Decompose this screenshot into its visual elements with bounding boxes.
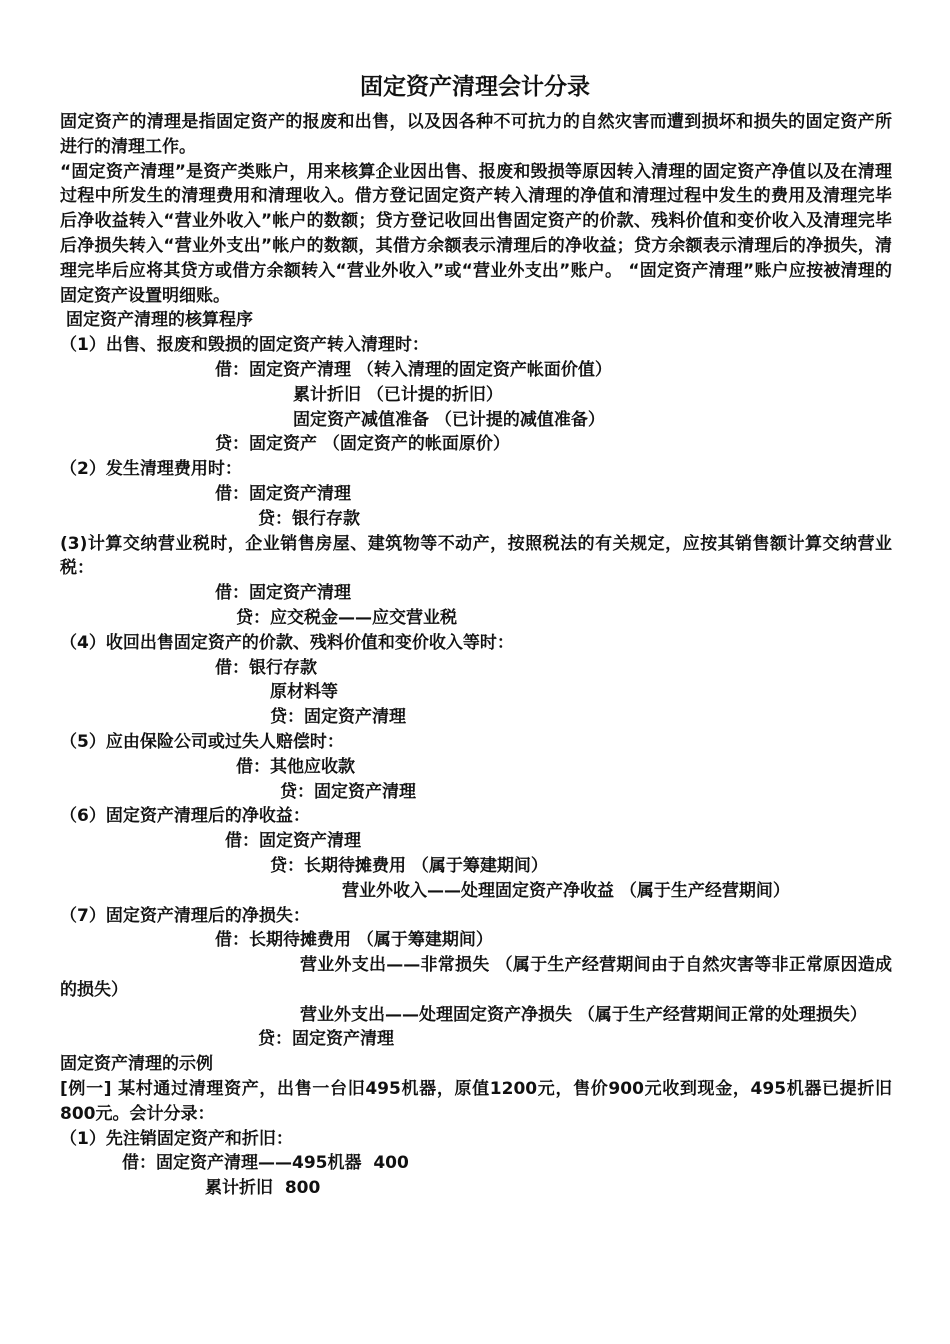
- step7-debit: 借：长期待摊费用 （属于筹建期间）: [215, 930, 493, 951]
- step2-heading: （2）发生清理费用时：: [60, 459, 242, 480]
- step7-debit-sub2: 营业外支出——处理固定资产净损失 （属于生产经营期间正常的处理损失）: [300, 1004, 867, 1025]
- step1-debit-sub2: 固定资产减值准备 （已计提的减值准备）: [293, 409, 605, 430]
- example1-step1-debit-sub1: 累计折旧 800: [205, 1178, 321, 1199]
- step5-debit: 借：其他应收款: [236, 756, 355, 777]
- example-heading: 固定资产清理的示例: [60, 1054, 213, 1075]
- step3-debit: 借：固定资产清理: [215, 583, 351, 604]
- step6-debit: 借：固定资产清理: [225, 831, 361, 852]
- step1-heading: （1）出售、报废和毁损的固定资产转入清理时：: [60, 335, 429, 356]
- paragraph-account-description: “固定资产清理”是资产类账户，用来核算企业因出售、报废和毁损等原因转入清理的固定资产净值以及在清理过程中所发生的清理费用和清理收入。借方登记固定资产转入清理的净值和清理过程中发生的费用及清理完毕后净收益转入“营业外收入”帐户的数额；贷方登记收回出售固定资产的价款、残料价值和变价收入及清理完毕后净损失转入“营业外支出”帐户的数额，其借方余额表示清理后的净收益；贷方余额表示清理后的净损失，清理完毕后应将其贷方或借方余额转入“营业外收入”或“营业外支出”账户。 “固定资产清理”账户应按被清理的固定资产设置明细账。: [60, 161, 892, 306]
- step1-debit-sub1: 累计折旧 （已计提的折旧）: [293, 384, 503, 405]
- step6-credit-sub1: 营业外收入——处理固定资产净收益 （属于生产经营期间）: [342, 880, 790, 901]
- step4-debit: 借：银行存款: [215, 657, 317, 678]
- document-body: [60, 110, 892, 1201]
- step7-debit-sub1: 营业外支出——非常损失 （属于生产经营期间由于自然灾害等非正常原因造成的损失）: [60, 955, 892, 1000]
- step6-credit: 贷：长期待摊费用 （属于筹建期间）: [270, 855, 548, 876]
- step3-credit: 贷：应交税金——应交营业税: [236, 607, 457, 628]
- step6-heading: （6）固定资产清理后的净收益：: [60, 806, 310, 827]
- step4-debit-sub1: 原材料等: [270, 682, 338, 703]
- step7-heading: （7）固定资产清理后的净损失：: [60, 905, 310, 926]
- step4-credit: 贷：固定资产清理: [270, 707, 406, 728]
- document-title: 固定资产清理会计分录: [360, 74, 590, 100]
- step2-debit: 借：固定资产清理: [215, 483, 351, 504]
- step1-debit: 借：固定资产清理 （转入清理的固定资产帐面价值）: [215, 359, 612, 380]
- procedure-heading: 固定资产清理的核算程序: [66, 310, 253, 331]
- step7-credit: 贷：固定资产清理: [258, 1029, 394, 1050]
- paragraph-definition: 固定资产的清理是指固定资产的报废和出售，以及因各种不可抗力的自然灾害而遭到损坏和损失的固定资产所进行的清理工作。: [60, 112, 892, 157]
- step3-heading: (3)计算交纳营业税时，企业销售房屋、建筑物等不动产，按照税法的有关规定，应按其销售额计算交纳营业税：: [60, 533, 892, 579]
- step5-heading: （5）应由保险公司或过失人赔偿时：: [60, 731, 344, 752]
- step2-credit: 贷：银行存款: [258, 508, 360, 529]
- step5-credit: 贷：固定资产清理: [280, 781, 416, 802]
- step1-credit: 贷：固定资产 （固定资产的帐面原价）: [215, 434, 510, 455]
- example1-step1-heading: （1）先注销固定资产和折旧：: [60, 1128, 293, 1149]
- step4-heading: （4）收回出售固定资产的价款、残料价值和变价收入等时：: [60, 632, 514, 653]
- example1-text: [例一] 某村通过清理资产，出售一台旧495机器，原值1200元，售价900元收到现金，495机器已提折旧800元。会计分录：: [60, 1079, 892, 1124]
- example1-step1-debit: 借：固定资产清理——495机器 400: [122, 1153, 409, 1174]
